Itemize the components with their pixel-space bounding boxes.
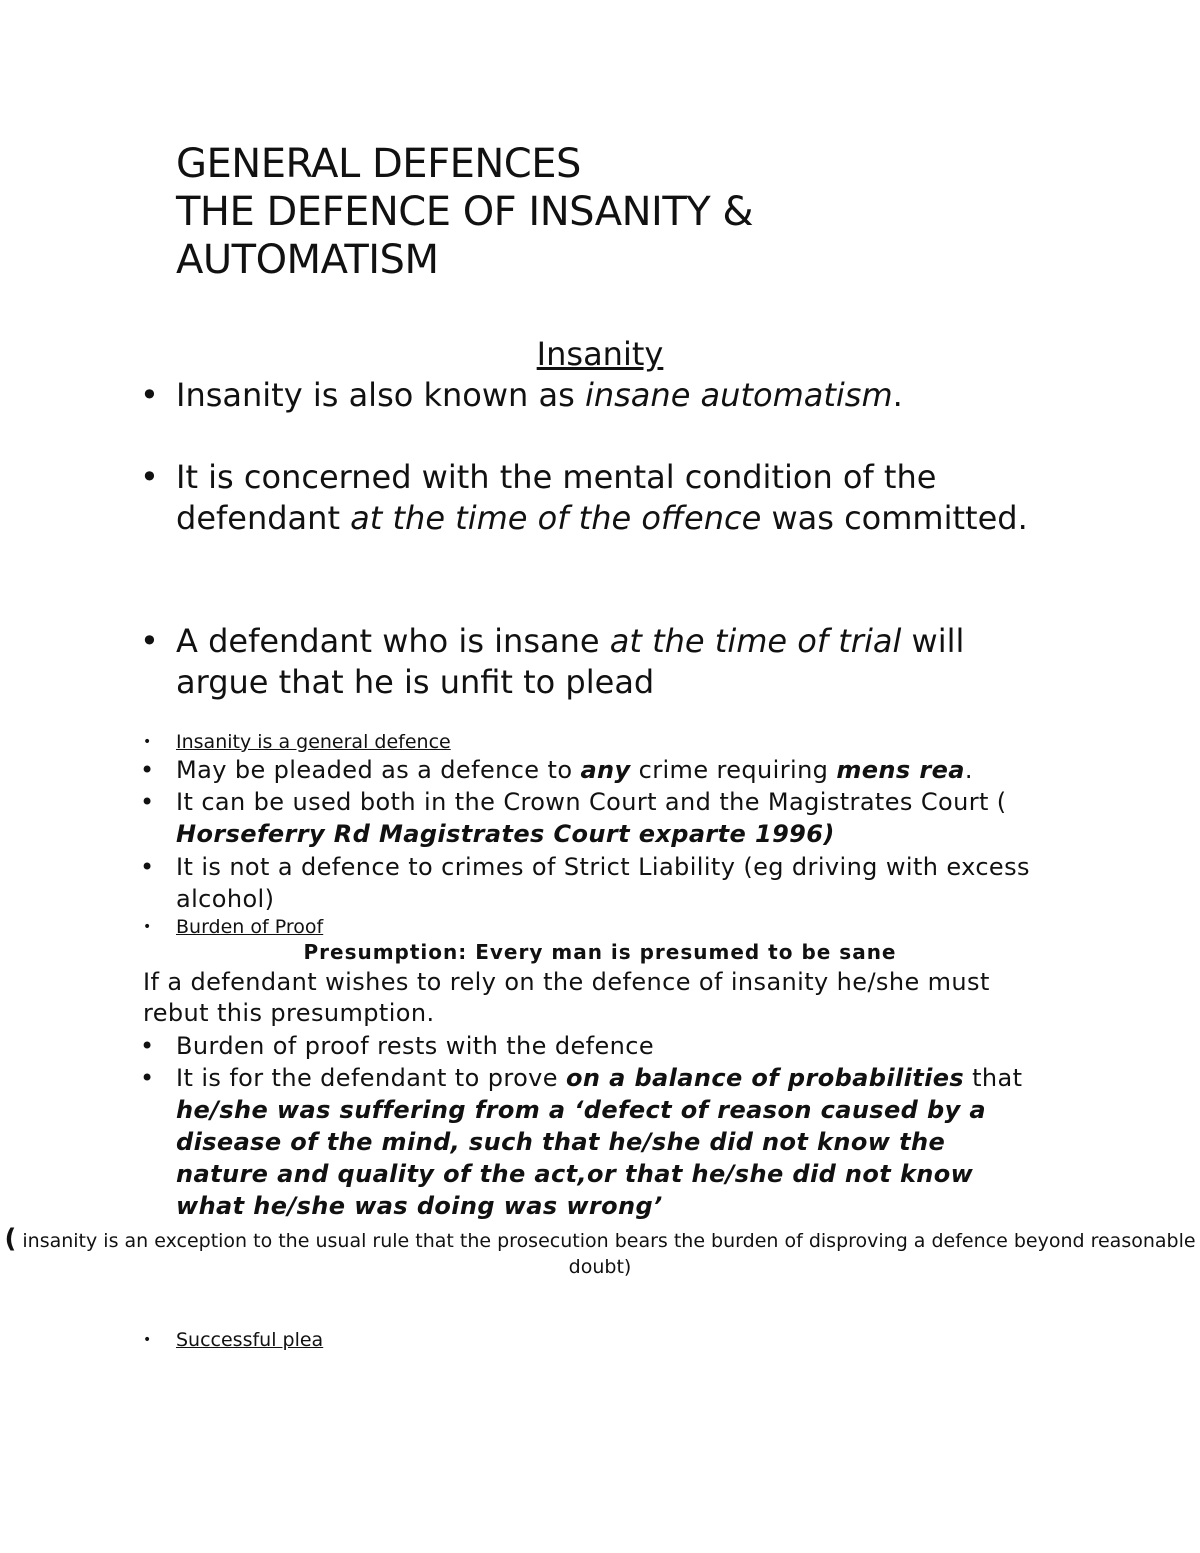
- title-line-1: GENERAL DEFENCES: [176, 141, 581, 187]
- section-heading: Insanity: [536, 335, 664, 373]
- document-title: [176, 140, 753, 284]
- rebut-paragraph: If a defendant wishes to rely on the defence of insanity he/she must rebut this presumption.: [143, 968, 990, 1027]
- bullet-icon: •: [140, 756, 155, 784]
- bullet-icon: •: [143, 1332, 152, 1348]
- list-item: • It is for the defendant to prove on a balance of probabilities that he/she was suffering from a ‘defect of reason caused by a disease of the mind, such that he/she did not know the nature and quality of the act,or that he/she did not know what he/she was doing was wrong’: [140, 1064, 1023, 1220]
- bullet-icon: •: [140, 853, 155, 881]
- presumption-line: Presumption: Every man is presumed to be sane: [303, 940, 897, 964]
- list-item: • It is not a defence to crimes of Strict Liability (eg driving with excess alcohol): [140, 853, 1030, 913]
- list-item: • It can be used both in the Crown Court and the Magistrates Court ( Horseferry Rd Magistrates Court exparte 1996): [140, 788, 1007, 848]
- subheading-general-defence: • Insanity is a general defence: [143, 731, 451, 753]
- bullet-icon: •: [140, 622, 159, 660]
- section-heading-row: [0, 334, 1200, 374]
- bullet-icon: •: [140, 1064, 155, 1092]
- bullet-icon: •: [143, 919, 152, 935]
- list-item: • It is concerned with the mental condition of the defendant at the time of the offence was committed.: [140, 458, 1028, 537]
- bullet-icon: •: [140, 376, 159, 414]
- subheading-burden-of-proof: • Burden of Proof: [143, 916, 324, 938]
- list-item: • May be pleaded as a defence to any crime requiring mens rea.: [140, 756, 973, 784]
- title-line-3: AUTOMATISM: [176, 237, 439, 283]
- exception-note: ( insanity is an exception to the usual rule that the prosecution bears the burden of disproving a defence beyond reasonable doubt): [4, 1224, 1196, 1278]
- title-line-2: THE DEFENCE OF INSANITY &: [176, 189, 754, 235]
- bullet-icon: •: [143, 734, 152, 750]
- bullet-icon: •: [140, 788, 155, 816]
- subheading-successful-plea: • Successful plea: [143, 1329, 324, 1351]
- list-item: • Insanity is also known as insane automatism.: [140, 376, 903, 414]
- list-item: • A defendant who is insane at the time of trial will argue that he is unfit to plead: [140, 622, 965, 701]
- list-item: • Burden of proof rests with the defence: [140, 1032, 655, 1060]
- bullet-icon: •: [140, 458, 159, 496]
- bullet-icon: •: [140, 1032, 155, 1060]
